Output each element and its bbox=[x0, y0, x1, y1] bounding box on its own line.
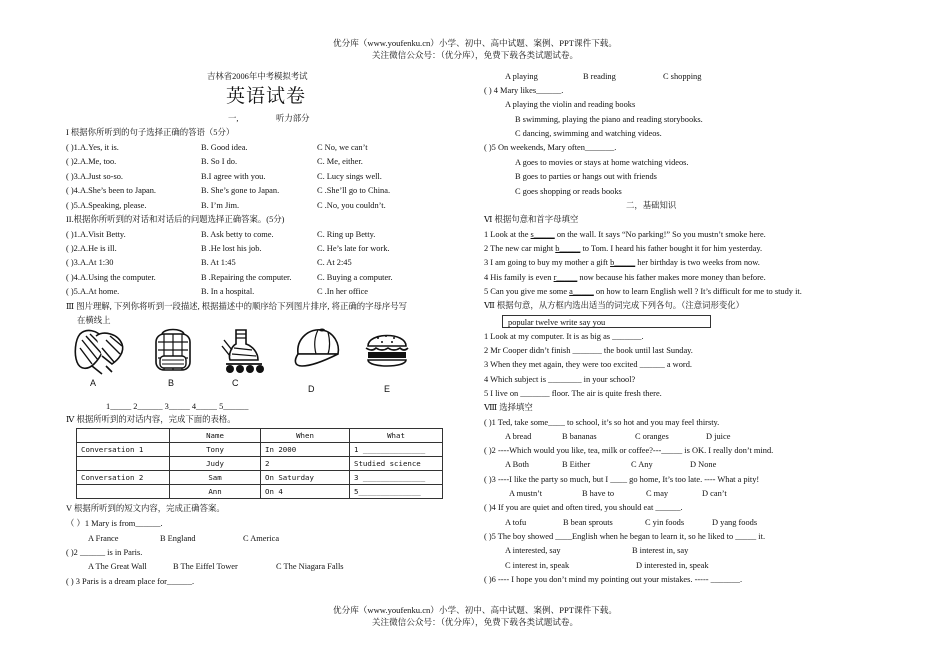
picture-order-answer-line: 1_____ 2______ 3_____ 4_____ 5______ bbox=[106, 402, 249, 411]
s5-q1-option-a: A France bbox=[88, 534, 119, 543]
table-cell bbox=[77, 457, 170, 471]
s6-item-5 bbox=[484, 287, 802, 297]
conversation-table bbox=[76, 428, 443, 499]
section-7-title: Ⅶ 根据句意，从方框内选出适当的词完成下列各句。（注意词形变化） bbox=[484, 301, 744, 310]
s5-q4-option-a: A playing the violin and reading books bbox=[505, 100, 636, 109]
table-row bbox=[77, 443, 443, 457]
s5-q2-option-b: B The Eiffel Tower bbox=[173, 562, 238, 571]
section-4-title: Ⅳ 根据所听到的对话内容，完成下面的表格。 bbox=[66, 415, 236, 424]
s1-q2-option-b: B. So I do. bbox=[201, 157, 238, 166]
s8-q1-option-d: D juice bbox=[706, 432, 731, 441]
s7-item-1: 1 Look at my computer. It is as big as _______. bbox=[484, 332, 644, 341]
s1-q4-option-b: B. She’s gone to Japan. bbox=[201, 186, 280, 195]
picture-label-a: A bbox=[90, 378, 97, 388]
s8-q1-option-a: A bread bbox=[505, 432, 532, 441]
s5-q2: ( )2 ______ is in Paris. bbox=[66, 548, 143, 557]
s1-q5: ( )5.A.Speaking, please. bbox=[66, 201, 147, 210]
s2-q2: ( )2.A.He is ill. bbox=[66, 244, 117, 253]
s1-q4-option-c: C .She’ll go to China. bbox=[317, 186, 391, 195]
table-cell: Studied science bbox=[350, 457, 443, 471]
table-header-when: When bbox=[261, 429, 350, 443]
s8-q5-option-c: C interest in, speak bbox=[505, 561, 570, 570]
table-header-name: Name bbox=[170, 429, 261, 443]
s8-q1-option-b: B bananas bbox=[562, 432, 597, 441]
s6-item-1-blank: s_____ bbox=[530, 230, 555, 239]
picture-label-d: D bbox=[308, 384, 315, 394]
section-1-title: I 根据你所听到的句子选择正确的答语（5分） bbox=[66, 128, 235, 137]
s5-q5-option-c: C goes shopping or reads books bbox=[515, 187, 622, 196]
s6-item-4-blank: r_____ bbox=[553, 273, 578, 282]
s6-item-1-pre: 1 Look at the bbox=[484, 230, 531, 239]
s7-item-4: 4 Which subject is ________ in your school? bbox=[484, 375, 636, 384]
table-header-cell bbox=[77, 429, 170, 443]
header-line-2: 关注微信公众号：（优分库），免费下载各类试题试卷。 bbox=[371, 50, 579, 60]
s5-q4-option-b: B swimming, playing the piano and reading storybooks. bbox=[515, 115, 703, 124]
s8-q5: ( )5 The boy showed ____English when he began to learn it, so he liked to _____ it. bbox=[484, 532, 766, 541]
picture-label-b: B bbox=[168, 378, 175, 388]
s7-item-2: 2 Mr Cooper didn’t finish _______ the book until last Sunday. bbox=[484, 346, 693, 355]
s1-q1-option-c: C No, we can’t bbox=[317, 143, 368, 152]
s2-q3-option-c: C. At 2:45 bbox=[317, 258, 352, 267]
table-cell: Sam bbox=[170, 471, 261, 485]
s5-q1-option-c: C America bbox=[243, 534, 280, 543]
s8-q3-option-d: D can’t bbox=[702, 489, 727, 498]
skates-picture bbox=[218, 326, 268, 376]
s5-q2-option-a: A The Great Wall bbox=[88, 562, 147, 571]
word-bank-box: popular twelve write say you bbox=[502, 315, 711, 328]
table-cell: On Saturday bbox=[261, 471, 350, 485]
table-cell: Ann bbox=[170, 485, 261, 499]
s8-q2-option-b: B Either bbox=[562, 460, 591, 469]
table-header-what: What bbox=[350, 429, 443, 443]
picture-label-c: C bbox=[232, 378, 239, 388]
s1-q3-option-c: C. Lucy sings well. bbox=[317, 172, 382, 181]
s8-q3: ( )3 ----I like the party so much, but I ____ go home, It’s too late. ---- What a pity! bbox=[484, 475, 760, 484]
s5-q3-option-c: C shopping bbox=[663, 72, 702, 81]
backpack-picture bbox=[150, 326, 196, 374]
table-row bbox=[77, 471, 443, 485]
s5-q5-option-b: B goes to parties or hangs out with friends bbox=[515, 172, 657, 181]
s2-q1-option-c: C. Ring up Betty. bbox=[317, 230, 376, 239]
s2-q3: ( )3.A.At 1:30 bbox=[66, 258, 114, 267]
s8-q5-option-d: D interested in, speak bbox=[636, 561, 709, 570]
table-cell bbox=[77, 485, 170, 499]
s8-q4-option-d: D yang foods bbox=[712, 518, 758, 527]
s8-q3-option-c: C may bbox=[646, 489, 669, 498]
s1-q5-option-c: C .No, you couldn’t. bbox=[317, 201, 386, 210]
header-line-1: 优分库（www.youfenku.cn）小学、初中、高中试题、案例、PPT课件下载。 bbox=[333, 38, 617, 48]
s5-q5-option-a: A goes to movies or stays at home watching videos. bbox=[515, 158, 689, 167]
footer-line-2: 关注微信公众号：（优分库），免费下载各类试题试卷。 bbox=[371, 617, 579, 627]
s8-q6: ( )6 ---- I hope you don’t mind my pointing out your mistakes. ----- _______. bbox=[484, 575, 743, 584]
table-cell: Tony bbox=[170, 443, 261, 457]
s2-q2-option-b: B .He lost his job. bbox=[201, 244, 262, 253]
s2-q4: ( )4.A.Using the computer. bbox=[66, 273, 156, 282]
table-cell: 5______________ bbox=[350, 485, 443, 499]
table-cell: Conversation 2 bbox=[77, 471, 170, 485]
table-cell: 1 ______________ bbox=[350, 443, 443, 457]
s5-q4: ( ) 4 Mary likes______. bbox=[484, 86, 564, 95]
section-3-title: Ⅲ 图片理解, 下列你将听到一段描述, 根据描述中的顺序给下列图片排序, 将正确的字母序号写 bbox=[66, 302, 407, 311]
s2-q3-option-b: B. At 1:45 bbox=[201, 258, 236, 267]
s6-item-4 bbox=[484, 273, 766, 283]
table-cell: 3 ______________ bbox=[350, 471, 443, 485]
table-row bbox=[77, 485, 443, 499]
s5-q1: （ ）1 Mary is from______. bbox=[66, 519, 163, 528]
part1-number: 一, bbox=[228, 114, 239, 123]
gloves-picture bbox=[72, 326, 128, 376]
s8-q2: ( )2 ----Which would you like, tea, milk or coffee?---_____ is OK. I really don’t mind. bbox=[484, 446, 774, 455]
s8-q5-option-b: B interest in, say bbox=[632, 546, 689, 555]
footer-line-1: 优分库（www.youfenku.cn）小学、初中、高中试题、案例、PPT课件下载。 bbox=[333, 605, 617, 615]
s8-q4: ( )4 If you are quiet and often tired, you should eat ______. bbox=[484, 503, 683, 512]
table-header-row bbox=[77, 429, 443, 443]
s2-q5-option-b: B. In a hospital. bbox=[201, 287, 255, 296]
section-5-title: V 根据所听到的短文内容，完成正确答案。 bbox=[66, 504, 225, 513]
s8-q1-option-c: C oranges bbox=[635, 432, 669, 441]
s6-item-2 bbox=[484, 244, 762, 254]
s6-item-5-pre: 5 Can you give me some bbox=[484, 287, 570, 296]
s6-item-5-blank: a_____ bbox=[569, 287, 594, 296]
part1-title: 听力部分 bbox=[276, 114, 310, 123]
s5-q3: ( ) 3 Paris is a dream place for______. bbox=[66, 577, 195, 586]
s5-q2-option-c: C The Niagara Falls bbox=[276, 562, 344, 571]
s1-q2: ( )2.A.Me, too. bbox=[66, 157, 117, 166]
s5-q5: ( )5 On weekends, Mary often_______. bbox=[484, 143, 617, 152]
s8-q2-option-d: D None bbox=[690, 460, 717, 469]
exam-name: 吉林省2006年中考模拟考试 bbox=[207, 72, 308, 81]
section-6-title: Ⅵ 根据句意和首字母填空 bbox=[484, 215, 579, 224]
s8-q4-option-b: B bean sprouts bbox=[563, 518, 613, 527]
s6-item-3-post: her birthday is two weeks from now. bbox=[635, 258, 760, 267]
s6-item-5-post: on how to learn English well ? It’s difficult for me to study it. bbox=[593, 287, 802, 296]
picture-label-e: E bbox=[384, 384, 391, 394]
s1-q3: ( )3.A.Just so-so. bbox=[66, 172, 123, 181]
cap-picture bbox=[292, 326, 342, 372]
s1-q1-option-b: B. Good idea. bbox=[201, 143, 248, 152]
s2-q2-option-c: C. He’s late for work. bbox=[317, 244, 390, 253]
s6-item-3-blank: b_____ bbox=[610, 258, 636, 267]
s2-q1-option-b: B. Ask betty to come. bbox=[201, 230, 274, 239]
s8-q2-option-c: C Any bbox=[631, 460, 653, 469]
s1-q3-option-b: B.I agree with you. bbox=[201, 172, 266, 181]
s8-q5-option-a: A interested, say bbox=[505, 546, 561, 555]
table-cell: Conversation 1 bbox=[77, 443, 170, 457]
s2-q1: ( )1.A.Visit Betty. bbox=[66, 230, 126, 239]
s6-item-2-blank: b_____ bbox=[555, 244, 581, 253]
s6-item-3 bbox=[484, 258, 760, 268]
s6-item-2-pre: 2 The new car might bbox=[484, 244, 556, 253]
s6-item-4-pre: 4 His family is even bbox=[484, 273, 554, 282]
s2-q4-option-b: B .Repairing the computer. bbox=[201, 273, 292, 282]
s2-q5-option-c: C .In her office bbox=[317, 287, 369, 296]
part2-title: 二，基础知识 bbox=[626, 201, 677, 210]
section-2-title: II.根据你所听到的对话和对话后的问题选择正确答案。(5分) bbox=[66, 215, 285, 224]
s8-q1: ( )1 Ted, take some____ to school, it’s so hot and you may feel thirsty. bbox=[484, 418, 720, 427]
s6-item-2-post: to Tom. I heard his father bought it for him yesterday. bbox=[580, 244, 763, 253]
table-cell: 2 bbox=[261, 457, 350, 471]
s5-q4-option-c: C dancing, swimming and watching videos. bbox=[515, 129, 662, 138]
table-cell: Judy bbox=[170, 457, 261, 471]
s8-q3-option-b: B have to bbox=[582, 489, 615, 498]
s2-q5: ( )5.A.At home. bbox=[66, 287, 120, 296]
section-3-title-cont: 在横线上 bbox=[77, 316, 111, 325]
s1-q1: ( )1.A.Yes, it is. bbox=[66, 143, 119, 152]
s1-q5-option-b: B. I’m Jim. bbox=[201, 201, 240, 210]
table-row bbox=[77, 457, 443, 471]
s8-q2-option-a: A Both bbox=[505, 460, 529, 469]
s5-q3-option-a: A playing bbox=[505, 72, 538, 81]
s7-item-5: 5 I live on _______ floor. The air is quite fresh there. bbox=[484, 389, 662, 398]
s8-q4-option-c: C yin foods bbox=[645, 518, 685, 527]
s6-item-1-post: on the wall. It says “No parking!” So you mustn’t smoke here. bbox=[554, 230, 766, 239]
s1-q4: ( )4.A.She’s been to Japan. bbox=[66, 186, 157, 195]
s6-item-3-pre: 3 I am going to buy my mother a gift bbox=[484, 258, 611, 267]
s6-item-4-post: now because his father makes more money than before. bbox=[577, 273, 766, 282]
paper-title: 英语试卷 bbox=[226, 86, 307, 107]
table-cell: On 4 bbox=[261, 485, 350, 499]
s6-item-1 bbox=[484, 230, 766, 240]
s5-q1-option-b: B England bbox=[160, 534, 196, 543]
s2-q4-option-c: C. Buying a computer. bbox=[317, 273, 393, 282]
hamburger-picture bbox=[364, 326, 410, 372]
s7-item-3: 3 When they met again, they were too excited ______ a word. bbox=[484, 360, 692, 369]
section-8-title: Ⅷ 选择填空 bbox=[484, 403, 533, 412]
table-cell: In 2000 bbox=[261, 443, 350, 457]
s8-q4-option-a: A tofu bbox=[505, 518, 527, 527]
s8-q3-option-a: A mustn’t bbox=[509, 489, 543, 498]
s5-q3-option-b: B reading bbox=[583, 72, 616, 81]
s1-q2-option-c: C. Me, either. bbox=[317, 157, 363, 166]
